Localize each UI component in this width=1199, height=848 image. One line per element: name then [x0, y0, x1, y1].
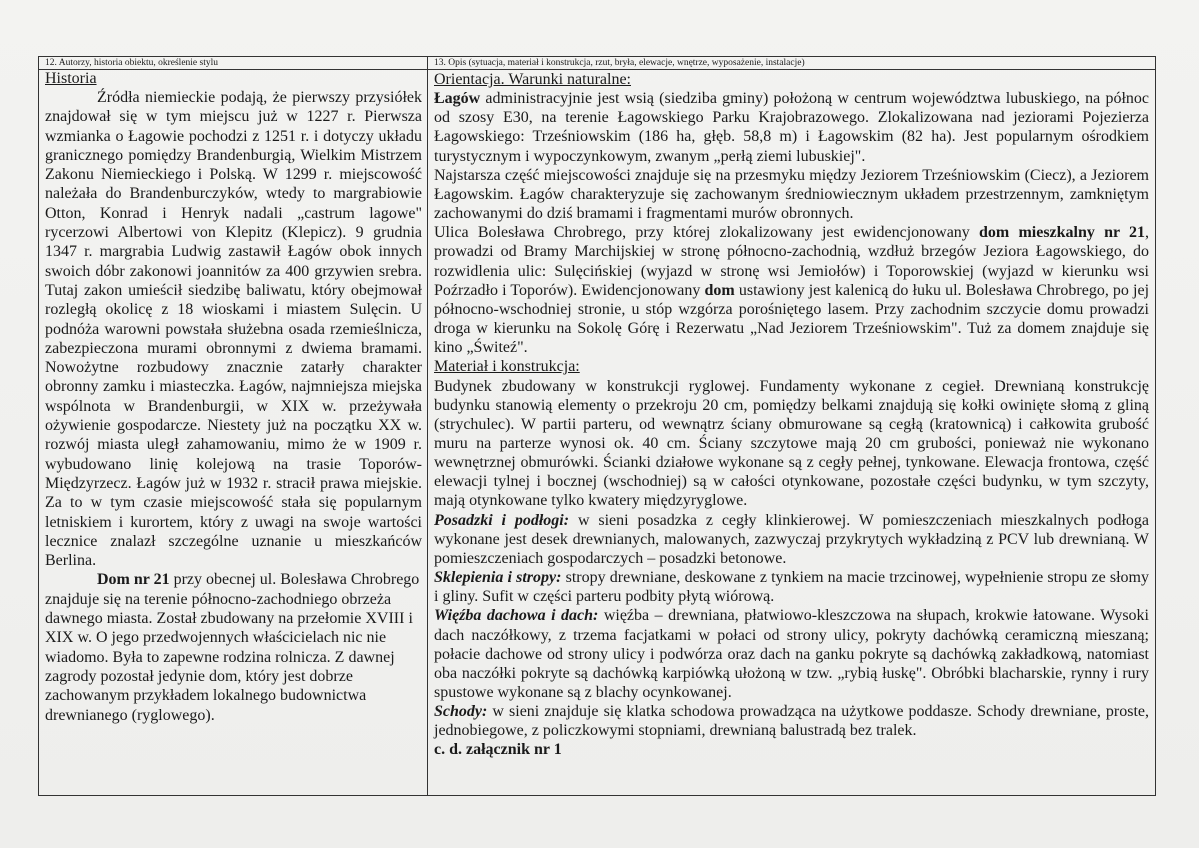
orientation-paragraph-1: [434, 89, 1149, 166]
field-13-header: 13. Opis (sytuacja, materiał i konstrukcja, rzut, bryła, elewacje, wnętrze, wyposażenie, instalacje): [428, 57, 1155, 70]
history-column: [39, 57, 428, 795]
material-heading: Materiał i konstrukcja:: [434, 358, 580, 376]
roof-text: więźba – drewniana, płatwiowo-kleszczowa na słupach, krokwie łatowane. Wysoki dach naczółkowy, z trzema facjatkami w połaci od strony ulicy, pokryty dachówką ceramiczną mieszaną; połacie dachowe od strony ulicy i podwórza oraz dach na ganku pokryte są dachówką zakładkową, natomiast oba naczółki pokryte są dachówką karpiówką ułożoną w tzw. „rybią łuskę". Obróbki blacharskie, rynny i rury spustowe wykonane są z blachy ocynkowanej.: [434, 607, 1149, 701]
orientation-paragraph-3-a: Ulica Bolesława Chrobrego, przy której zlokalizowany jest ewidencjonowany: [434, 224, 980, 242]
orientation-paragraph-2: Najstarsza część miejscowości znajduje się na przesmyku między Jeziorem Trześniowskim (Ciecz), a Jeziorem Łagowskim. Łagów charakteryzuje się zachowanym średniowiecznym układem przestrzennym, zamkniętym zachowanymi do dziś bramami i fragmentami murów obronnych.: [434, 166, 1149, 223]
orientation-paragraph-3: [434, 223, 1149, 357]
description-column: [428, 57, 1155, 795]
floors-paragraph: [434, 511, 1149, 568]
house-number-bold: Dom nr 21: [97, 571, 170, 589]
history-heading: Historia: [45, 70, 97, 87]
stairs-label: Schody:: [434, 703, 488, 721]
stairs-paragraph: [434, 702, 1149, 740]
floors-text: w sieni posadzka z cegły klinkierowej. W pomieszczeniach mieszkalnych podłoga wykonane jest desek drewnianych, malowanych, zazwyczaj przykrytych wykładziną z PCV lub drewnianą. W pomieszczeniach gospodarczych – posadzki betonowe.: [434, 511, 1149, 567]
form-table: [38, 56, 1156, 796]
floors-label: Posadzki i podłogi:: [434, 511, 570, 529]
history-paragraph-1: Źródła niemieckie podają, że pierwszy przysiółek znajdował się w tym miejscu już w 1227 r. Pierwsza wzmianka o Łagowie pochodzi z 1251 r. i dotyczy układu granicznego pomiędzy Brandenburgią, Wielkim Mistrzem Zakonu Niemieckiego i Polską. W 1299 r. miejscowość należała do Brandenburczyków, wtedy to margrabiowie Otton, Konrad i Henryk nadali „castrum lagowe" rycerzowi Albertowi von Klepitz (Klepicz). 9 grudnia 1347 r. margrabia Ludwig zastawił Łagów obok innych swoich dóbr zakonowi joannitów za 400 grzywien srebra. Tutaj zakon umieścił siedzibę baliwatu, który obejmował rozległą okolicę z 18 wioskami i miastem Sulęcin. U podnóża warowni powstała służebna osada rzemieślnicza, zabezpieczona murami obronnymi z dwiema bramami. Nowożytne rozbudowy znacznie zatarły charakter obronny zamku i miasteczka. Łagów, najmniejsza miejska wspólnota w Brandenburgii, w XIX w. przeżywała ożywienie gospodarcze. Niestety już na początku XX w. rozwój miasta uległ zahamowaniu, mimo że w 1909 r. wybudowano linię kolejową na trasie Toporów-Międzyrzecz. Łagów już w 1932 r. stracił prawa miejskie. Za to w tym czasie miejscowość stała się popularnym letniskiem i kurortem, który z uwagi na swoje wartości lecznice znalazł szczególne uznanie u mieszkańców Berlina.: [45, 89, 422, 570]
orientation-heading: Orientacja. Warunki naturalne:: [434, 71, 631, 88]
roof-paragraph: [434, 606, 1149, 702]
field-12-header: 12. Autorzy, historia obiektu, określenie stylu: [39, 57, 427, 70]
history-paragraph-2-text: przy obecnej ul. Bolesława Chrobrego znajduje się na terenie północno-zachodniego obrzeża dawnego miasta. Został zbudowany na przełomie XVIII i XIX w. O jego przedwojennych właścicielach nic nie wiadomo. Była to zapewne rodzina rolnicza. Z dawnej zagrody pozostał jedynie dom, który jest dobrze zachowanym przykładem lokalnego budownictwa drewnianego (ryglowego).: [45, 571, 420, 724]
ceilings-paragraph: [434, 568, 1149, 606]
history-paragraph-2: [45, 570, 422, 724]
orientation-paragraph-3-b: , prowadzi od Bramy Marchijskiej w stronę północno-zachodnią, wzdłuż brzegów Jeziora Łagowskiego, do rozwidlenia ulic: Sulęcińskiej (wyjazd w stronę wsi Jemiołów) i Toporowskiej (wyjazd w kierunku wsi Poźrzadło i Toporów). Ewidencjonowany: [434, 224, 1149, 299]
orientation-paragraph-3-c: ustawiony jest kalenicą do łuku ul. Bolesława Chrobrego, po jej północno-wschodniej stronie, u stóp wzgórza porośniętego lasem. Przy zachodnim szczycie domu prowadzi droga w kierunku na Sokolę Górę i Rezerwatu „Nad Jeziorem Trześniowskim". Tuż za domem znajduje się kino „Świteź".: [434, 281, 1150, 357]
orientation-paragraph-1-text: administracyjnie jest wsią (siedziba gminy) położoną w centrum województwa lubuskiego, na północ od szosy E30, na terenie Łagowskiego Parku Krajobrazowego. Zlokalizowana nad jeziorami Pojezierza Łagowskiego: Trześniowskim (186 ha, głęb. 58,8 m) i Łagowskim (82 ha). Jest popularnym ośrodkiem turystycznym i wypoczynkowym, zwanym „perłą ziemi lubuskiej".: [434, 90, 1149, 165]
house-bold-1: dom mieszkalny nr 21: [979, 224, 1145, 242]
roof-label: Więźba dachowa i dach:: [434, 607, 599, 625]
ceilings-text: stropy drewniane, deskowane z tynkiem na macie trzcinowej, wypełnienie stropu ze słomy i gliny. Sufit w części parteru podbity płytą wiórową.: [434, 569, 1149, 606]
material-paragraph-1: Budynek zbudowany w konstrukcji ryglowej. Fundamenty wykonane z cegieł. Drewnianą konstrukcję budynku stanowią elementy o przekroju 20 cm, pomiędzy belkami znajdują się kołki owinięte słomą z gliną (strychulec). W partii parteru, od wewnątrz ściany obmurowane są cegłą (kratownicą) i całkowita grubość muru na parterze wynosi ok. 40 cm. Ściany szczytowe mają 20 cm grubości, ponieważ nie wykonano wewnętrznej obmurówki. Ścianki działowe wykonane są z cegły pełnej, tynkowane. Elewacja frontowa, część elewacji tylnej i bocznej (wschodniej) są w całości otynkowane, pozostałe części budynku, w tym szczyty, mają otynkowane tylko kwatery międzyryglowe.: [434, 377, 1149, 510]
lagow-bold: Łagów: [434, 90, 481, 108]
ceilings-label: Sklepienia i stropy:: [434, 569, 562, 587]
continuation-note: c. d. załącznik nr 1: [434, 741, 562, 759]
stairs-text: w sieni znajduje się klatka schodowa prowadząca na użytkowe poddasze. Schody drewniane, proste, jednobiegowe, z policzkowymi stopniami, drewnianą balustradą bez tralek.: [434, 703, 1149, 740]
house-bold-2: dom: [704, 281, 735, 299]
